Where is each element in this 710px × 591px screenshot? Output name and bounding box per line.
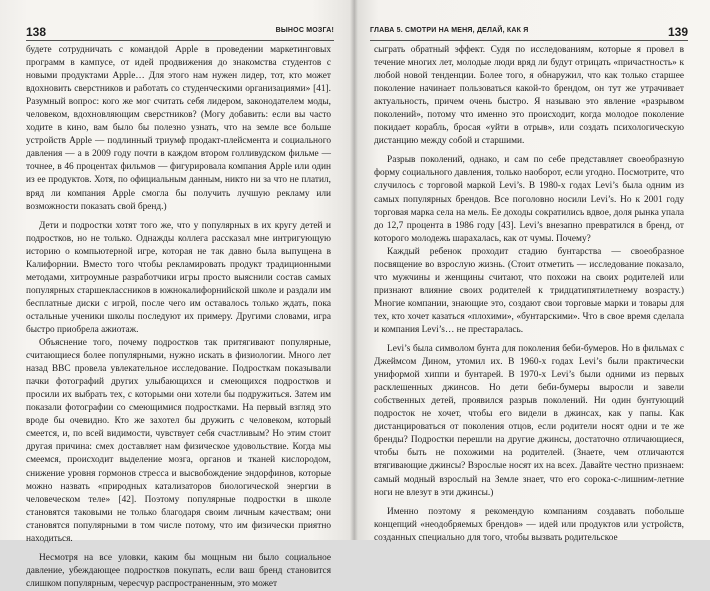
right-paragraph: Levi’s была символом бунта для поколения беби-бумеров. Но в фильмах с Джеймсом Дином, утомил их. В 1960-х годах Levi’s были практически униформой хиппи и бунтарей. В 1970-х Levi’s были одними из первых расклешенных джинсов. Но дети беби-бумеры выросли и завели собственных детей, проявился разрыв поколений. Ни один бунтующий подросток не хочет, чтобы его видели в джинсах, как у папы. Как дистанцироваться от поколения отцов, если родители носят одни и те же бренды? Подростки перешли на другие джинсы, достаточно отличающиеся, чтобы быть не похожими на родителей. (Знаете, чем отличаются втягивающие джинсы? Взрослые носят их на всех. Давайте честно признаем: самый модный взрослый на Земле знает, что его сорока-с-лишним-летние ноги не влезут в эти джинсы.): [374, 344, 684, 498]
left-paragraph: будете сотрудничать с командой Apple в проведении маркетинговых программ в кампусе, от идей продвижения до знакомства студентов с новыми продуктами Apple… Для этого нам нужен лидер, тот, кто может вдохновить сверстников и работать со студенческими организациями» [41]. Разумный вопрос: кого же мог считать себя лидером, законодателем моды, человеком, вдохновляющим сверстников? (Могу добавить: если вы часто ходите в кино, вам было бы полезно узнать, что на земле все больше устройств Apple — подлинный триумф продакт-плейсмента и социального давления — а в 2009 году почти в каждом втором голливудском фильме — точнее, в 46 процентах фильмов — фигурировала компания Apple или один из ее продуктов. Хотя, по официальным данным, никто ни за что не платил, вряд ли компания Apple смогла бы получить лучшую рекламу или возможности показать свой бренд.): [26, 45, 331, 212]
right-header-rule: [370, 40, 688, 41]
right-page-number: 139: [667, 25, 688, 39]
left-page: [0, 0, 354, 589]
right-page-body: [374, 44, 684, 545]
right-paragraph: Разрыв поколений, однако, и сам по себе представляет своеобразную форму социального давления, только наоборот, если угодно. Посмотрите, что случилось с торговой маркой Levi’s. В 1980-х годах Levi’s была одним из самых популярных брендов. Все поголовно носили Levi’s. Но к 2001 году торговая марка села на мель. Ее доходы сократились вдвое, доля рынка упала до 12,7 процента в 1986 году [43]. Levi’s внезапно превратился в бренд, от которого молодежь шарахалась, как от чумы. Почему?: [374, 155, 684, 244]
right-paragraph: Именно поэтому я рекомендую компаниям создавать побольше концепций «неодобряемых брендов» — идей или продуктов или устройств, созданных специально для того, чтобы вызвать родительское: [374, 506, 684, 543]
left-paragraph: Объяснение того, почему подростков так притягивают популярные, считающиеся более популярными, нужно искать в физиологии. Много лет назад BBC провела увлекательное исследование. Подросткам показывали пачки фотографий других улыбающихся и смеющихся подростков и просили их выбрать тех, с которыми они хотели бы подружиться. Затем им показали фотографии со смеющимися подростками. На первый взгляд это вроде бы очевидно. Кто же захотел бы дружить с человеком, который смеется, и, по всей видимости, чувствует себя счастливым? Но этим стоит другая причина: смех доставляет нам физическое удовольствие. Когда мы смеемся, происходит выделение мозга, органов и тканей кислородом, снижение уровня гормонов стресса и высвобождение эндорфинов, которые можно назвать «природных катализаторов биологической энергии в человеческом теле» [42]. Поэтому популярные подростки в школе становятся таковыми не только благодаря своим личным качествам; они становятся популярными в том числе потому, что им физически приятно находиться.: [26, 338, 331, 544]
left-page-header: [26, 26, 334, 40]
right-paragraph: Каждый ребенок проходит стадию бунтарства — своеобразное посвящение во взрослую жизнь. (Стоит отметить — исследование показало, что мужчины и женщины считают, что похожи на своих родителей или признают влияние своих родителей к тридцатипятилетнему возрасту.) Многие компании, знающие это, создают свои торговые марки и товары для тех, кто хочет казаться «плохими», «бунтарскими». Что в свое время сделала и компания Levi’s… не престаралась.: [374, 246, 684, 335]
left-paragraph: Дети и подростки хотят того же, что у популярных в их кругу детей и подростков, но не только. Однажды коллега рассказал мне интригующую историю о компьютерной игре, которая не так давно была выпущена в Калифорнии. Вместо того чтобы рекламировать продукт традиционными методами, хитроумные разработчики игры просто выяснили состав самых популярных старшеклассников в южнокалифорнийской школе и раздали им бесплатные диски с игрой, после чего им оставалось только ждать, пока остальные ученики школы последуют их примеру. Другими словами, игра быстро приобрела ажиотаж.: [26, 220, 331, 335]
right-page-header: [370, 26, 688, 40]
left-header-rule: [26, 40, 334, 41]
left-page-number: 138: [26, 25, 47, 39]
left-page-body: [26, 44, 331, 591]
book-gutter-shadow: [350, 0, 358, 540]
right-paragraph: сыграть обратный эффект. Судя по исследованиям, которые я провел в течение многих лет, молодые люди вряд ли будут отрицать «причастность» к любой новой тенденции. Более того, я обнаружил, что как только старшее поколение начинает пользоваться какой-то брендом, он тут же утрачивает актуальность, причем очень быстро. Я называю это явление «разрывом поколений», потому что именно это происходит, когда молодое поколение покидает корабль, бросая «уйти в отрыв», или создать психологическую дистанцию между собой и старшими.: [374, 45, 684, 147]
left-paragraph: Несмотря на все уловки, каким бы мощным ни было социальное давление, убеждающее подростков покупать, если ваш бренд становится слишком популярным, чересчур распространенным, это может: [26, 552, 331, 589]
right-running-head: ГЛАВА 5. СМОТРИ НА МЕНЯ, ДЕЛАЙ, КАК Я: [370, 27, 529, 34]
left-running-head: ВЫНОС МОЗГА!: [275, 27, 334, 34]
right-page: [354, 0, 710, 543]
